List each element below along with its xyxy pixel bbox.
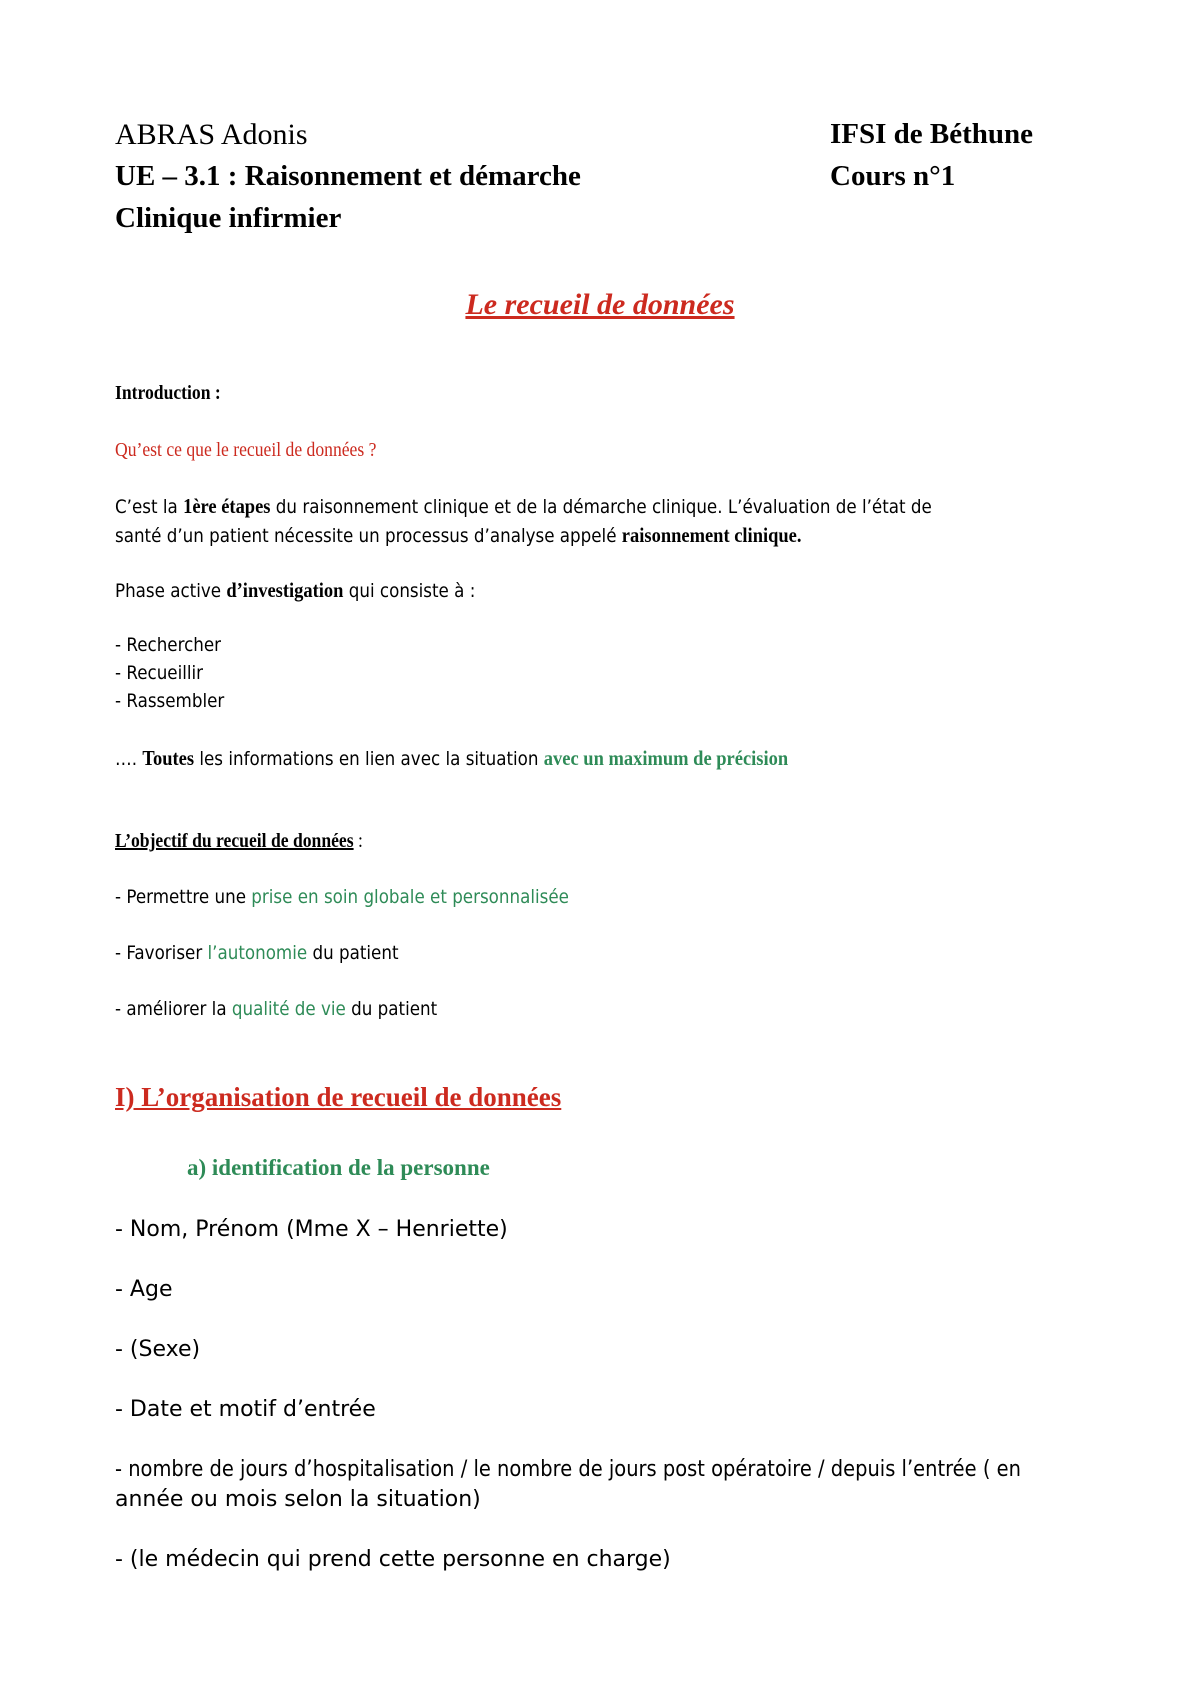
- objective-colon: :: [353, 830, 363, 852]
- all-information-line: [115, 746, 880, 771]
- list-item-text: - Recueillir: [115, 662, 204, 684]
- intro-p1-bold: 1ère étapes: [183, 494, 271, 518]
- all-bold: Toutes: [142, 746, 195, 770]
- intro-p1-c: du raisonnement clinique et de la démarche clinique. L’évaluation de l’état de: [270, 496, 932, 518]
- intro-p2-bold: raisonnement clinique.: [621, 523, 802, 547]
- list-item: [115, 690, 239, 712]
- section-1a-heading: a) identification de la personne: [187, 1155, 490, 1180]
- identification-item-text: - nombre de jours d’hospitalisation / le nombre de jours post opératoire / depuis l’entrée ( en: [115, 1457, 1021, 1482]
- intro-p1-a: C’est la: [115, 496, 184, 518]
- section-1-heading: I) L’organisation de recueil de données: [115, 1082, 562, 1112]
- intro-p2-a: santé d’un patient nécessite un processus d’analyse appelé: [115, 525, 622, 547]
- objective-item-post: du patient: [345, 998, 438, 1020]
- phase-c: qui consiste à :: [343, 580, 476, 602]
- all-green: avec un maximum de précision: [543, 746, 789, 770]
- objective-item-highlight: prise en soin globale et personnalisée: [251, 886, 569, 908]
- intro-paragraph-line-1: [115, 494, 1043, 519]
- intro-heading: [115, 382, 235, 405]
- list-item: [115, 634, 236, 656]
- author-name: ABRAS Adonis: [115, 118, 308, 151]
- identification-item: - (Sexe): [115, 1337, 201, 1362]
- objective-item-post: du patient: [307, 942, 399, 964]
- list-item: [115, 662, 215, 684]
- ue-line-2: Clinique infirmier: [115, 202, 342, 234]
- phase-line: [115, 578, 525, 603]
- intro-paragraph-line-2: [115, 523, 895, 548]
- objective-heading: L’objectif du recueil de données: [115, 830, 354, 852]
- list-item-text: - Rassembler: [115, 690, 225, 712]
- identification-item: - Age: [115, 1277, 173, 1302]
- intro-question: [115, 439, 412, 462]
- phase-bold: d’investigation: [226, 578, 344, 602]
- phase-a: Phase active: [115, 580, 227, 602]
- school-name: IFSI de Béthune: [830, 118, 1034, 150]
- identification-item: - (le médecin qui prend cette personne en charge): [115, 1547, 671, 1572]
- intro-heading-text: Introduction :: [115, 382, 221, 404]
- objective-item: [115, 998, 481, 1020]
- identification-item: [115, 1457, 1139, 1482]
- all-a: ….: [115, 748, 143, 770]
- objective-heading-line: [115, 830, 397, 853]
- all-c: les informations en lien avec la situation: [194, 748, 544, 770]
- course-number: Cours n°1: [830, 160, 956, 192]
- objective-item-highlight: qualité de vie: [231, 998, 346, 1020]
- page-title: Le recueil de données: [465, 288, 735, 321]
- list-item-text: - Rechercher: [115, 634, 222, 656]
- objective-item-pre: - améliorer la: [115, 998, 232, 1020]
- identification-item: - Nom, Prénom (Mme X – Henriette): [115, 1217, 508, 1242]
- objective-item-pre: - Favoriser: [115, 942, 208, 964]
- objective-item: [115, 886, 631, 908]
- ue-line: UE – 3.1 : Raisonnement et démarche: [115, 160, 581, 192]
- objective-item-highlight: l’autonomie: [207, 942, 308, 964]
- objective-item: [115, 942, 437, 964]
- intro-question-text: Qu’est ce que le recueil de données ?: [115, 439, 377, 461]
- objective-item-pre: - Permettre une: [115, 886, 252, 908]
- identification-item-continued: année ou mois selon la situation): [115, 1487, 481, 1512]
- identification-item: - Date et motif d’entrée: [115, 1397, 376, 1422]
